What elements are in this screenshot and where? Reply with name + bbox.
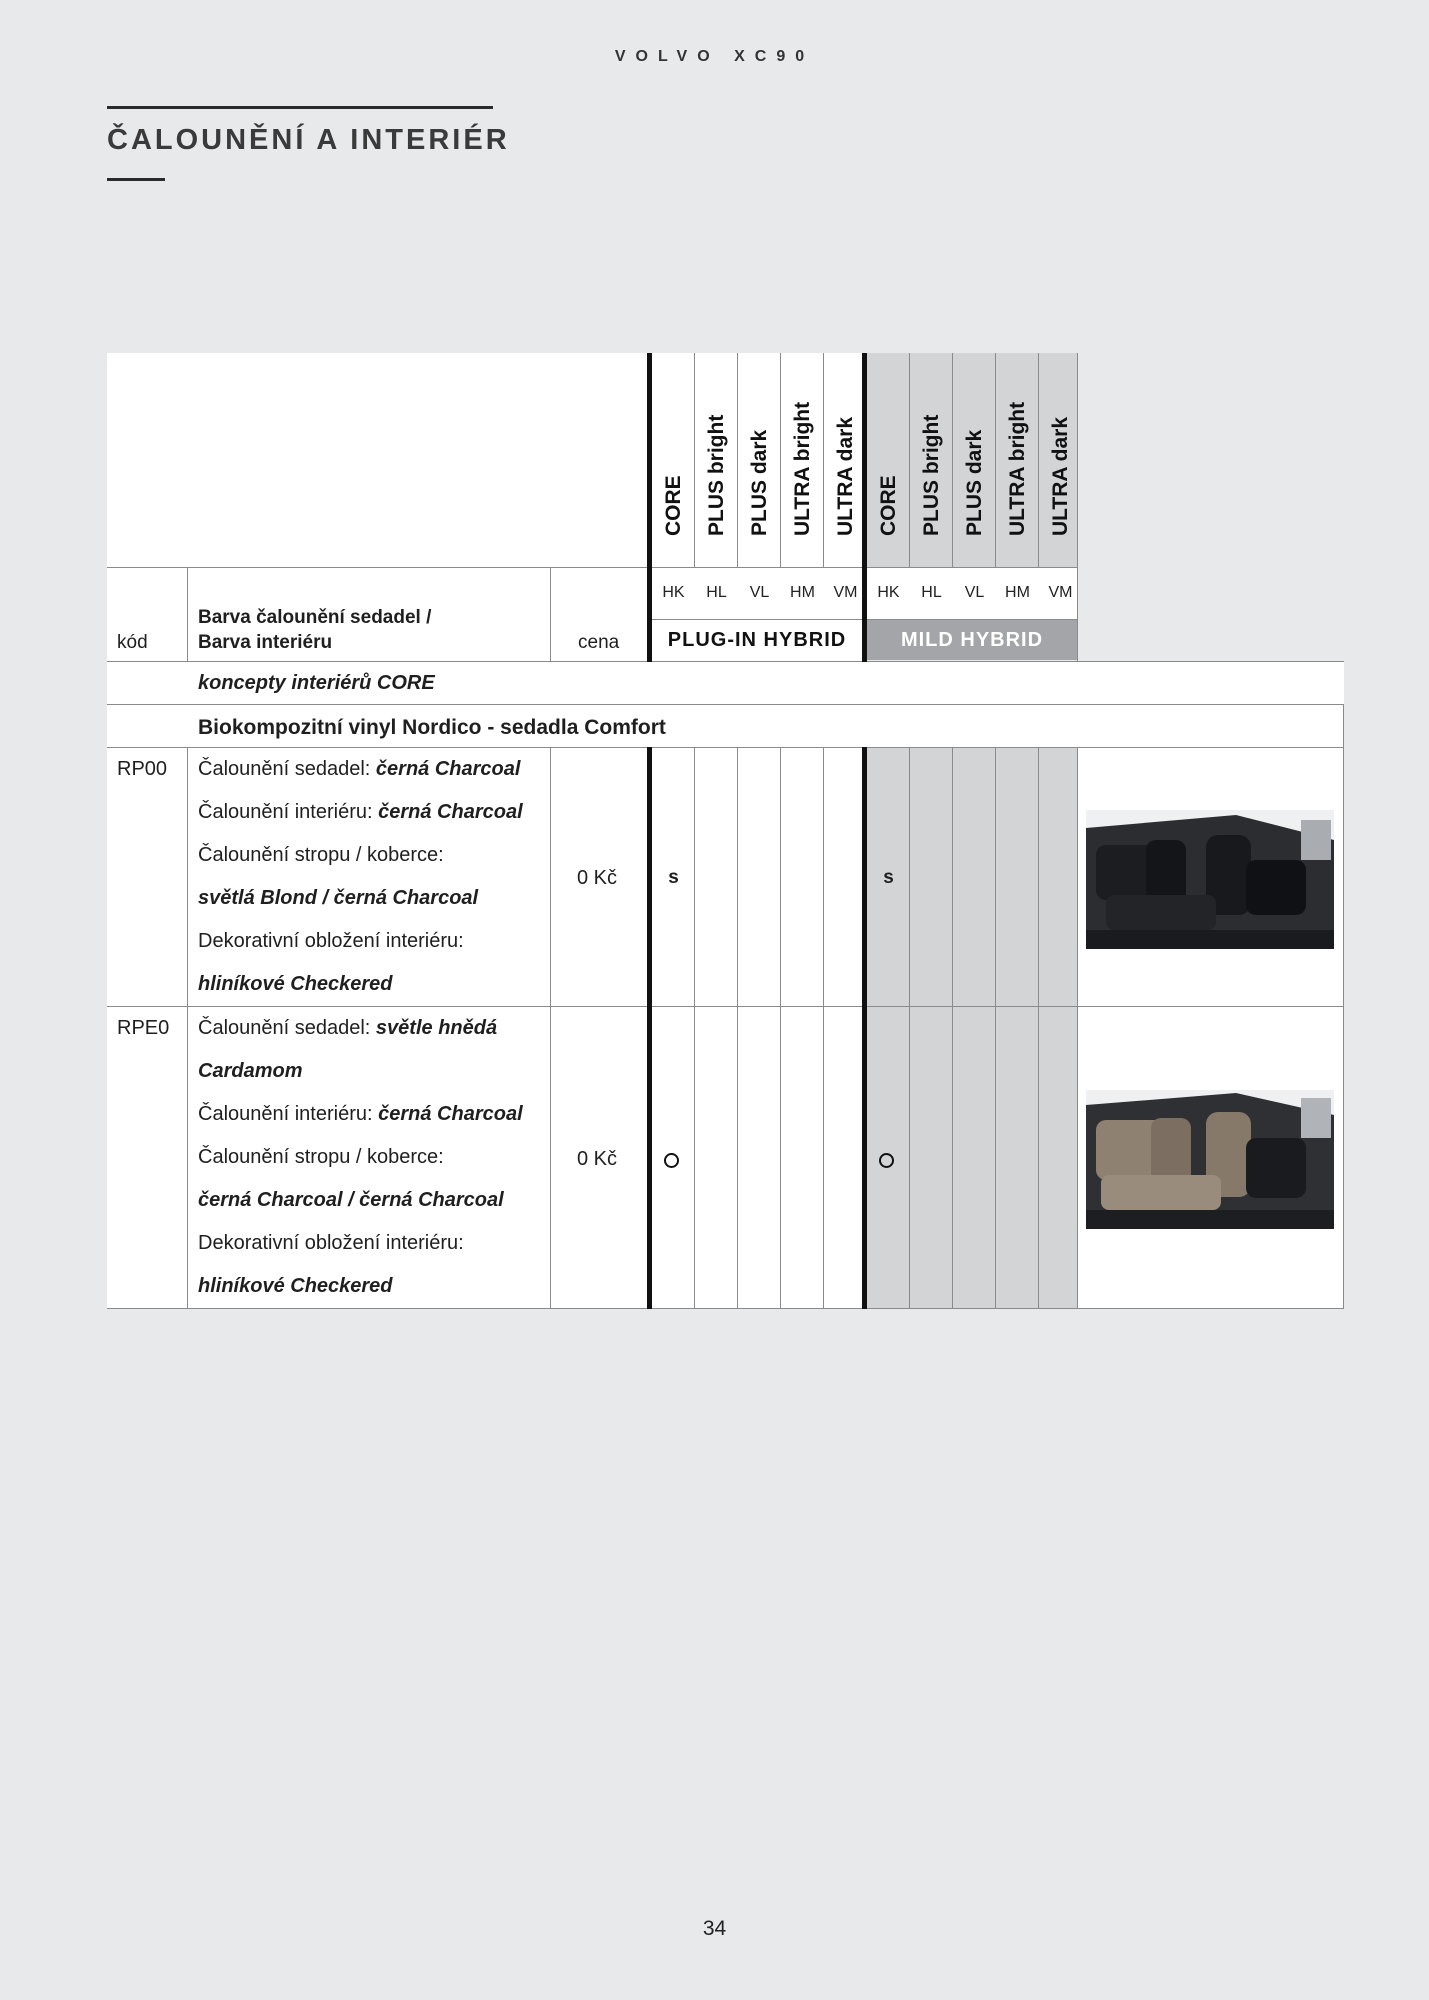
grid-line [694, 353, 695, 568]
grid-line [1343, 704, 1344, 1309]
trim-code: HK [662, 584, 685, 601]
grid-line [550, 567, 551, 662]
desc-line: Čalounění sedadel: černá Charcoal [198, 758, 521, 780]
trim-code: HM [1005, 584, 1030, 601]
trim-code: HK [877, 584, 900, 601]
title-rule-top [107, 106, 493, 109]
col-header-mild-ultra-bright: ULTRA bright [1005, 401, 1029, 536]
grid-line [107, 1308, 1344, 1309]
availability-standard: s [883, 867, 894, 888]
grid-line [952, 353, 953, 568]
desc-line: hliníkové Checkered [198, 973, 393, 995]
desc-line: Čalounění interiéru: černá Charcoal [198, 1103, 523, 1125]
availability-optional-icon [879, 1153, 894, 1168]
grid-line [909, 747, 910, 1309]
grid-line [1038, 747, 1039, 1309]
desc-line: hliníkové Checkered [198, 1275, 393, 1297]
grid-line [995, 747, 996, 1309]
desc-line: Čalounění stropu / koberce: [198, 844, 444, 866]
desc-line: Dekorativní obložení interiéru: [198, 930, 464, 952]
grid-line [780, 353, 781, 568]
group-separator [862, 747, 867, 1309]
grid-line [107, 704, 1344, 705]
col-header-plugin-core: CORE [661, 475, 685, 536]
trim-code: VL [749, 584, 770, 601]
row-code: RPE0 [117, 1017, 170, 1039]
mild-body [867, 747, 1077, 1309]
grid-line [550, 747, 551, 1309]
grid-line [737, 747, 738, 1309]
page-title: ČALOUNĚNÍ A INTERIÉR [107, 124, 510, 156]
col-header-mild-core: CORE [876, 475, 900, 536]
grid-line [952, 747, 953, 1309]
desc-line: Cardamom [198, 1060, 303, 1082]
subsection-title: Biokompozitní vinyl Nordico - sedadla Comfort [198, 716, 666, 739]
row-price: 0 Kč [577, 867, 618, 889]
desc-line: Dekorativní obložení interiéru: [198, 1232, 464, 1254]
col-header-mild-plus-dark: PLUS dark [962, 429, 986, 536]
trim-code: VM [833, 584, 858, 601]
brand-label: VOLVO XC90 [614, 48, 815, 65]
trim-code: VL [964, 584, 985, 601]
desc-line: černá Charcoal / černá Charcoal [198, 1189, 504, 1211]
grid-line [909, 353, 910, 568]
col-header-plugin-plus-bright: PLUS bright [704, 414, 728, 536]
plugin-body [652, 747, 862, 1309]
grid-line [1038, 353, 1039, 568]
grid-line [187, 747, 188, 1309]
col-header-mild-ultra-dark: ULTRA dark [1048, 416, 1072, 536]
grid-line [107, 661, 1344, 662]
page-number: 34 [702, 1917, 727, 1940]
desc-line: Čalounění interiéru: černá Charcoal [198, 801, 523, 823]
col-kod-label: kód [117, 632, 148, 653]
grid-line [823, 747, 824, 1309]
grid-line [823, 353, 824, 568]
col-header-mild-plus-bright: PLUS bright [919, 414, 943, 536]
grid-line [780, 747, 781, 1309]
col-barva-label-2: Barva interiéru [198, 632, 333, 653]
trim-code: HL [706, 584, 727, 601]
grid-line [107, 747, 1344, 748]
trim-code: VM [1048, 584, 1073, 601]
desc-line: Čalounění stropu / koberce: [198, 1146, 444, 1168]
availability-optional-icon [664, 1153, 679, 1168]
col-header-plugin-plus-dark: PLUS dark [747, 429, 771, 536]
plugin-hybrid-band: PLUG-IN HYBRID [652, 620, 862, 660]
row-description [198, 748, 548, 1006]
grid-line [107, 567, 647, 568]
desc-line: Čalounění sedadel: světle hnědá [198, 1017, 498, 1039]
interior-photo-cardamom [1086, 1090, 1334, 1229]
grid-line [1077, 747, 1078, 1309]
desc-line: světlá Blond / černá Charcoal [198, 887, 479, 909]
group-separator [647, 353, 652, 662]
col-header-plugin-ultra-dark: ULTRA dark [833, 416, 857, 536]
mild-hybrid-band: MILD HYBRID [867, 620, 1077, 660]
group-separator [647, 747, 652, 1309]
group-separator [862, 353, 867, 662]
grid-line [737, 353, 738, 568]
grid-line [995, 353, 996, 568]
row-description [198, 1007, 548, 1308]
title-rule-bottom [107, 178, 165, 181]
trim-code: HL [921, 584, 942, 601]
trim-code: HM [790, 584, 815, 601]
grid-line [187, 567, 188, 662]
grid-line [694, 747, 695, 1309]
row-price: 0 Kč [577, 1148, 618, 1170]
col-header-plugin-ultra-bright: ULTRA bright [790, 401, 814, 536]
col-barva-label-1: Barva čalounění sedadel / [198, 607, 432, 628]
grid-line [107, 1006, 1344, 1007]
row-code: RP00 [117, 758, 168, 780]
grid-line [1077, 353, 1078, 662]
interior-photo-charcoal [1086, 810, 1334, 949]
col-cena-label: cena [578, 632, 620, 653]
availability-standard: s [668, 867, 679, 888]
section-title: koncepty interiérů CORE [198, 672, 435, 694]
